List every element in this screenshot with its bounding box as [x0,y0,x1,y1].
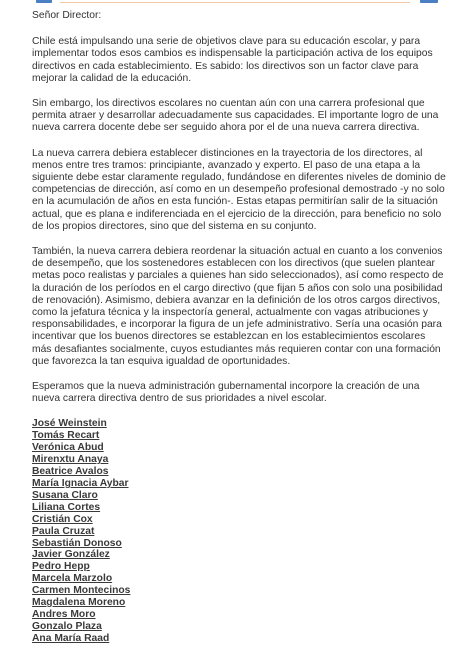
signatory-item [32,502,447,514]
signatory-link[interactable]: Ana María Raad [32,632,110,644]
top-right-tab [420,0,438,3]
signatory-item [32,573,447,585]
signatory-link[interactable]: Gonzalo Plaza [32,620,102,632]
signatory-item [32,454,447,466]
signatory-link[interactable]: María Ignacia Aybar [32,478,129,490]
letter-paragraph: También, la nueva carrera debiera reordenar la situación actual en cuanto a los convenios de desempeño, que los sostenedores establecen con los directivos (que suelen plantear metas poco realistas y parciales a quienes han sido seleccionados), así como respecto de la duración de los períodos en el cargo directivo (que fijan 5 años con solo una posibilidad de renovación). Asimismo, debiera avanzar en la definición de los otros cargos directivos, como la jefatura técnica y la inspectoría general, actualmente con vagas atribuciones y responsabilidades, e incorporar la figura de un jefe administrativo. Sería una ocasión para incentivar que los buenos directores se establezcan en los establecimientos escolares más desafiantes socialmente, cuyos estudiantes más requieren contar con una formación que favorezca la tan esquiva igualdad de oportunidades. [32,246,444,367]
signatory-link[interactable]: Pedro Hepp [32,561,90,573]
signatory-link[interactable]: Marcela Marzolo [32,573,113,585]
letter-salutation: Señor Director: [32,10,102,21]
signatory-link[interactable]: Cristián Cox [32,513,93,525]
signatory-link[interactable]: Tomás Recart [32,430,100,442]
signatory-item [32,609,447,621]
signatory-item [32,538,447,550]
signatory-link[interactable]: Mirenxtu Anaya [32,454,109,466]
signatory-item [32,585,447,597]
signatory-link[interactable]: Paula Cruzat [32,525,95,537]
signatory-item [32,442,447,454]
signatory-link[interactable]: Verónica Abud [32,442,104,454]
signatory-link[interactable]: Sebastián Donoso [32,537,122,549]
letter-paragraph: Esperamos que la nueva administración gubernamental incorpore la creación de una nueva carrera directiva dentro de sus prioridades a nivel escolar. [32,381,420,405]
signatory-item [32,490,447,502]
signatory-link[interactable]: José Weinstein [32,418,107,430]
signatory-link[interactable]: Liliana Cortes [32,501,101,513]
letter-body [32,10,447,645]
signatory-item [32,514,447,526]
top-divider [60,2,410,3]
top-left-tab [36,0,52,3]
signatory-item [32,466,447,478]
letter-paragraph: Chile está impulsando una serie de objetivos clave para su educación escolar, y para implementar todos esos cambios es indispensable la participación activa de los equipos directivos en cada establecimiento. Es sabido: los directivos son un factor clave para mejorar la calidad de la educación. [32,36,433,84]
letter-paragraph: Sin embargo, los directivos escolares no cuentan aún con una carrera profesional que permita atraer y desarrollar adecuadamente sus capacidades. El importante logro de una nueva carrera docente debe ser seguido ahora por el de una nueva carrera directiva. [32,98,439,134]
signatory-link[interactable]: Magdalena Moreno [32,597,126,609]
signatory-item [32,430,447,442]
signatory-link[interactable]: Javier González [32,549,110,561]
signatory-item [32,561,447,573]
signatory-item [32,418,447,430]
signatory-item [32,526,447,538]
signatory-item [32,549,447,561]
signatory-link[interactable]: Susana Claro [32,489,98,501]
top-strip [0,0,474,4]
letter-paragraph: La nueva carrera debiera establecer distinciones en la trayectoria de los directores, al menos entre tres tramos: principiante, avanzado y experto. El paso de una etapa a la siguiente debe estar claramente regulado, fundándose en diferentes niveles de dominio de competencias de dirección, así como en un desempeño profesional demostrado -y no solo en la acumulación de años en esta función-. Estas etapas permitirían salir de la situación actual, que es plana e indiferenciada en el ejercicio de la dirección, para beneficio no solo de los propios directores, sino que del sistema en su conjunto. [32,147,446,232]
signatory-item [32,478,447,490]
signatory-link[interactable]: Beatrice Avalos [32,466,109,478]
signatory-item [32,621,447,633]
signatory-list [32,418,447,644]
signatory-link[interactable]: Carmen Montecinos [32,585,131,597]
signatory-item [32,597,447,609]
signatory-link[interactable]: Andres Moro [32,608,96,620]
signatory-item [32,633,447,645]
